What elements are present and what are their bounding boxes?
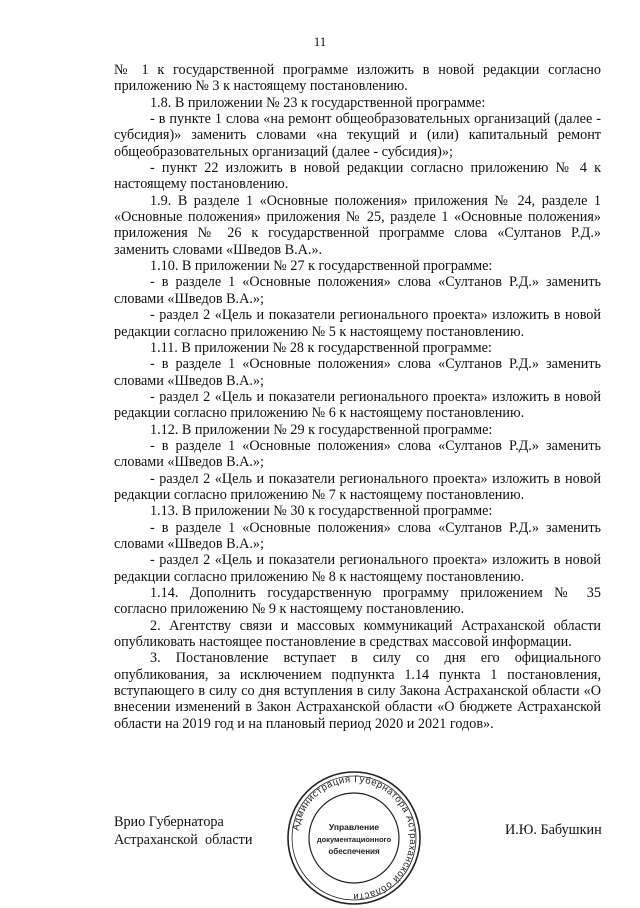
page-number: 11 — [313, 34, 327, 49]
paragraph: 3. Постановление вступает в силу со дня его официального опубликования, за исключением подпункта 1.14 пункта 1 постановления, вступающего в силу со дня вступления в силу Закона Астраханской области «О внесении изменений в Закон Астраханской области «О бюджете Астраханской области на 2019 год и на плановый период 2020 и 2021 годов». — [114, 650, 601, 732]
official-stamp — [284, 768, 424, 908]
paragraph: - в разделе 1 «Основные положения» слова «Султанов Р.Д.» заменить словами «Шведов В.А.»; — [114, 356, 601, 389]
paragraph: 1.10. В приложении № 27 к государственной программе: — [150, 258, 493, 275]
paragraph: - в разделе 1 «Основные положения» слова «Султанов Р.Д.» заменить словами «Шведов В.А.»; — [114, 274, 601, 307]
stamp-inner-line1: Управление — [328, 822, 380, 832]
stamp-inner-line2: документационного — [316, 835, 392, 844]
paragraph: 1.9. В разделе 1 «Основные положения» приложения № 24, разделе 1 «Основные положения» приложения № 25, разделе 1 «Основные положения» приложения № 26 к государственной программе слова «Султанов Р.Д.» заменить словами «Шведов В.А.». — [114, 192, 601, 258]
paragraph: 2. Агентству связи и массовых коммуникаций Астраханской области опубликовать настоящее постановление в средствах массовой информации. — [114, 617, 601, 651]
paragraph: 1.14. Дополнить государственную программу приложением № 35 согласно приложению № 9 к настоящему постановлению. — [114, 585, 601, 618]
paragraph: - в разделе 1 «Основные положения» слова «Султанов Р.Д.» заменить словами «Шведов В.А.»; — [114, 519, 601, 552]
paragraph: 1.12. В приложении № 29 к государственной программе: — [150, 421, 493, 438]
paragraph: - в пункте 1 слова «на ремонт общеобразовательных организаций (далее - субсидия)» заменить словами «на текущий и (или) капитальный ремонт общеобразовательных организаций (далее - субсидия)»; — [114, 111, 601, 160]
signatory-name: И.Ю. Бабушкин — [505, 822, 602, 838]
paragraph: - раздел 2 «Цель и показатели регионального проекта» изложить в новой редакции согласно приложению № 6 к настоящему постановлению. — [114, 388, 601, 422]
paragraph: 1.11. В приложении № 28 к государственной программе: — [150, 339, 492, 356]
stamp-inner-line3: обеспечения — [328, 847, 380, 856]
paragraph: - пункт 22 изложить в новой редакции согласно приложению № 4 к настоящему постановлению. — [114, 160, 601, 193]
paragraph: 1.13. В приложении № 30 к государственной программе: — [150, 503, 493, 520]
signatory-title-line2: Астраханской области — [114, 832, 253, 848]
signatory-title-line1: Врио Губернатора — [114, 814, 224, 830]
paragraph: - в разделе 1 «Основные положения» слова «Султанов Р.Д.» заменить словами «Шведов В.А.»; — [114, 437, 601, 471]
paragraph: - раздел 2 «Цель и показатели регионального проекта» изложить в новой редакции согласно приложению № 8 к настоящему постановлению. — [114, 552, 601, 585]
paragraph: - раздел 2 «Цель и показатели регионального проекта» изложить в новой редакции согласно приложению № 5 к настоящему постановлению. — [114, 307, 601, 340]
paragraph: - раздел 2 «Цель и показатели регионального проекта» изложить в новой редакции согласно приложению № 7 к настоящему постановлению. — [114, 470, 601, 503]
document-body — [114, 62, 601, 732]
paragraph: 1.8. В приложении № 23 к государственной программе: — [150, 94, 486, 111]
paragraph: № 1 к государственной программе изложить в новой редакции согласно приложению № 3 к настоящему постановлению. — [114, 62, 601, 95]
signatory-title — [114, 813, 252, 849]
stamp-outer-text: Администрация Губернатора Астраханской области — [290, 773, 419, 903]
